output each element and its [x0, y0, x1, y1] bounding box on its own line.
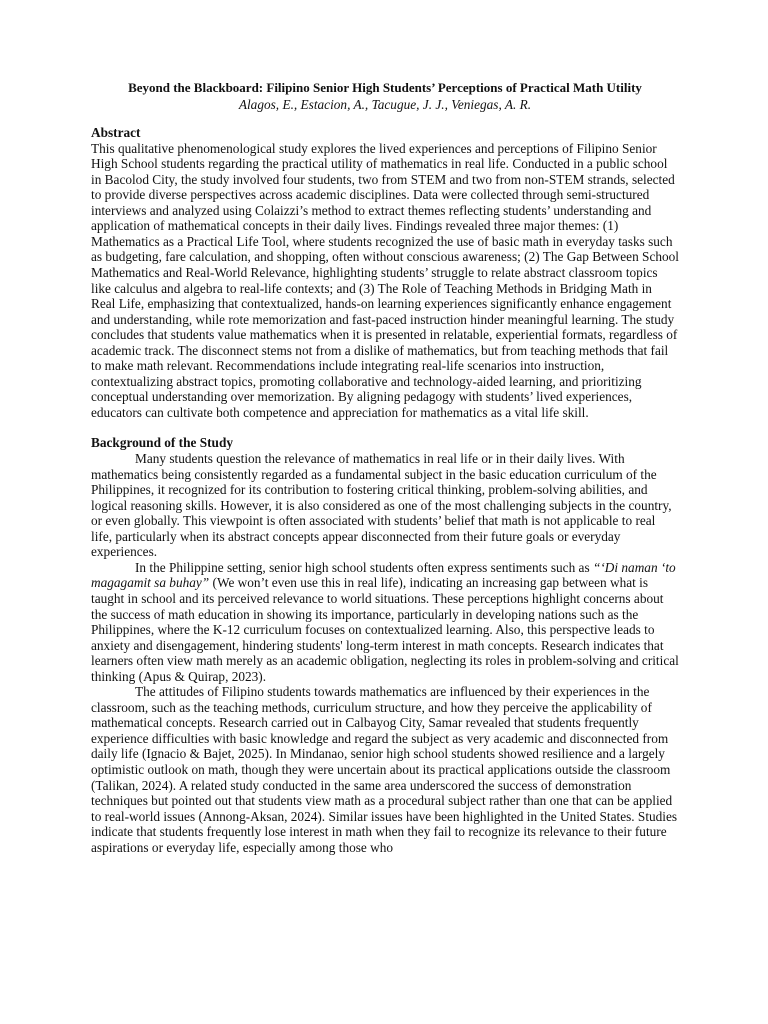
- background-heading: Background of the Study: [91, 435, 233, 451]
- paper-page: [91, 80, 679, 855]
- background-paragraph-3: The attitudes of Filipino students towards mathematics are influenced by their experiences in the classroom, such as the teaching methods, curriculum structure, and how they perceive the applicability of mathematical concepts. Research carried out in Calbayog City, Samar revealed that students frequently experience difficulties with basic knowledge and regard the subject as very academic and disconnected from daily life (Ignacio & Bajet, 2025). In Mindanao, senior high school students showed resilience and a largely optimistic outlook on math, though they were uncertain about its practical applications outside the classroom (Talikan, 2024). A related study conducted in the same area underscored the success of demonstration techniques but pointed out that students view math as a procedural subject rather than one that can be applied to real-world issues (Annong-Aksan, 2024). Similar issues have been highlighted in the United States. Studies indicate that students frequently lose interest in math when they fail to recognize its relevance to their future aspirations or everyday life, especially among those who: [91, 684, 678, 855]
- abstract-text: This qualitative phenomenological study explores the lived experiences and perceptions of Filipino Senior High School students regarding the practical utility of mathematics in real life. Conducted in a public school in Bacolod City, the study involved four students, two from STEM and two from non-STEM strands, selected to provide diverse perspectives across academic disciplines. Data were collected through semi-structured interviews and analyzed using Colaizzi’s method to extract themes reflecting students’ understanding and application of mathematical concepts in their daily lives. Findings revealed three major themes: (1) Mathematics as a Practical Life Tool, where students recognized the use of basic math in everyday tasks such as budgeting, fare calculation, and shopping, often without conscious awareness; (2) The Gap Between School Mathematics and Real-World Relevance, highlighting students’ struggle to relate abstract classroom topics like calculus and algebra to real-life contexts; and (3) The Role of Teaching Methods in Bridging Math in Real Life, emphasizing that contextualized, hands-on learning experiences significantly enhance engagement and understanding, while rote memorization and fast-paced instruction hinder meaningful learning. The study concludes that students value mathematics when it is presented in relatable, experiential formats, regardless of academic track. The disconnect stems not from a dislike of mathematics, but from teaching methods that fail to make math relevant. Recommendations include integrating real-life scenarios into instruction, contextualizing abstract topics, promoting collaborative and technology-aided learning, and prioritizing conceptual understanding over memorization. By aligning pedagogy with students’ lived experiences, educators can cultivate both competence and appreciation for mathematics as a vital life skill.: [91, 140, 679, 420]
- background-paragraph-2: [91, 560, 679, 684]
- filipino-quote: “‘Di naman ‘to magagamit sa buhay”: [91, 559, 676, 591]
- paragraph-2-intro: In the Philippine setting, senior high school students often express sentiments such as: [135, 559, 590, 575]
- author-list: Alagos, E., Estacion, A., Tacugue, J. J., Veniegas, A. R.: [238, 97, 532, 112]
- background-paragraph-1: Many students question the relevance of mathematics in real life or in their daily lives. With mathematics being consistently regarded as a fundamental subject in the basic education curriculum of the Philippines, it recognized for its contribution to fostering critical thinking, problem-solving abilities, and logical reasoning skills. However, it is also considered as one of the most challenging subjects in the country, or even globally. This viewpoint is often associated with students’ belief that math is not applicable to real life, particularly when its abstract concepts appear disconnected from their future goals or everyday experiences.: [91, 451, 672, 560]
- paragraph-2-rest: (We won’t even use this in real life), indicating an increasing gap between what is taught in school and its perceived relevance to world situations. These perceptions highlight concerns about the success of math education in showing its importance, particularly in developing nations such as the Philippines, where the K-12 curriculum focuses on contextualized learning. Also, this perspective leads to anxiety and disengagement, hindering students' long-term interest in math concepts. Research indicates that learners often view math merely as an academic obligation, neglecting its roles in problem-solving and critical thinking (Apus & Quirap, 2023).: [91, 575, 679, 684]
- abstract-heading: Abstract: [91, 125, 141, 140]
- paper-title: Beyond the Blackboard: Filipino Senior High Students’ Perceptions of Practical Math Utility: [128, 80, 642, 95]
